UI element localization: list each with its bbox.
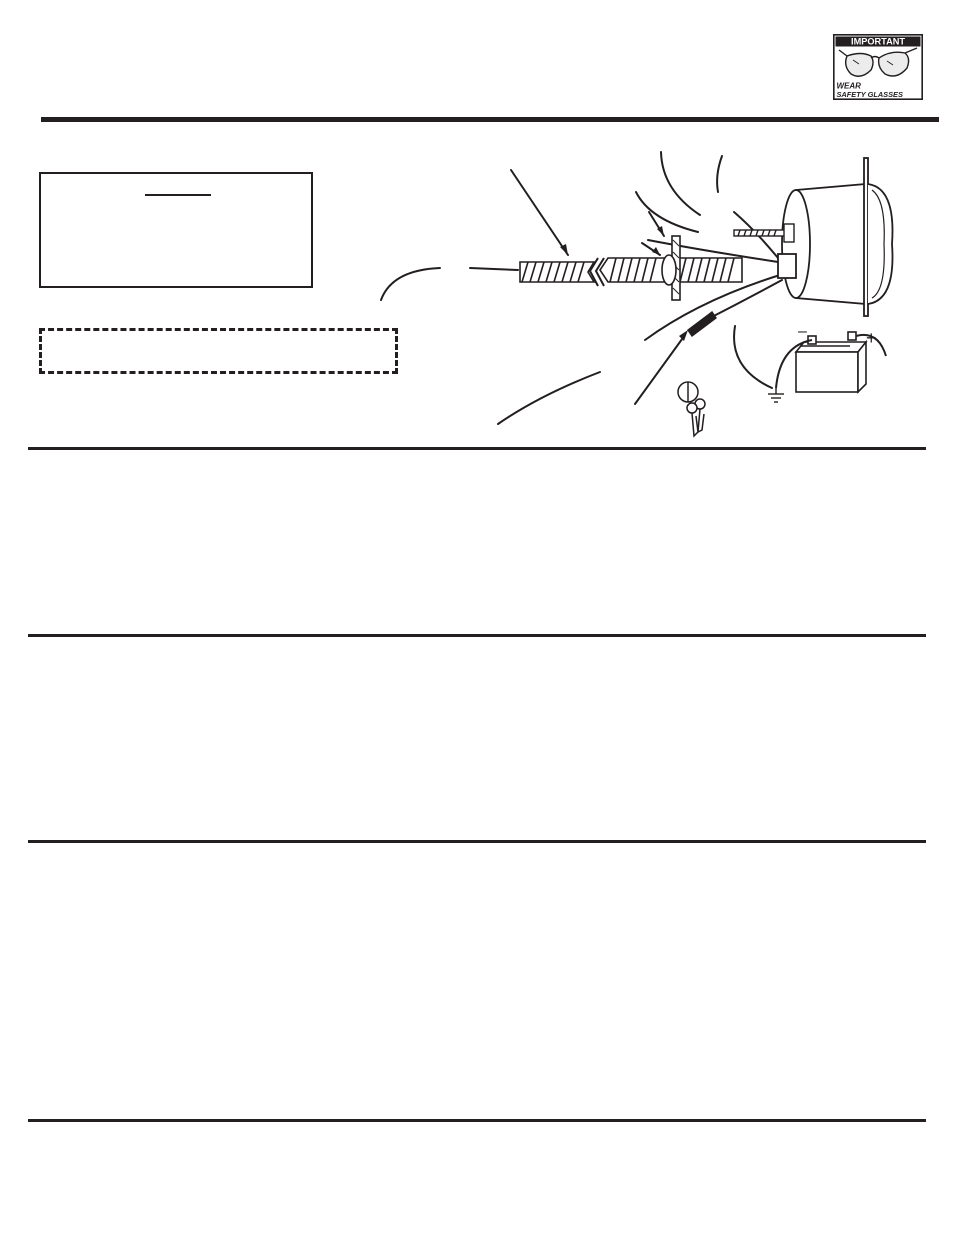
badge-safety-glasses: SAFETY GLASSES [836,89,903,99]
grommet [662,255,676,285]
wire-connector [778,254,796,278]
mounting-stud [734,224,794,242]
ground-icon [768,388,784,402]
sensor-wire [381,268,440,300]
section-rule-2 [28,634,926,637]
inline-fuse [688,312,716,336]
section-rule-4 [28,1119,926,1122]
wiring-diagram [0,0,954,450]
section-rule-1 [28,447,926,450]
badge-title: IMPORTANT [851,36,905,47]
battery-positive-label: + [866,328,877,348]
battery-negative-label: – [798,323,807,340]
ignition-switch-icon [678,382,705,436]
section-rule-3 [28,840,926,843]
lamp-wire [498,372,600,424]
wire-conduit-left [520,262,594,282]
badge-wear: WEAR [836,81,861,91]
gauge-body [782,158,893,316]
